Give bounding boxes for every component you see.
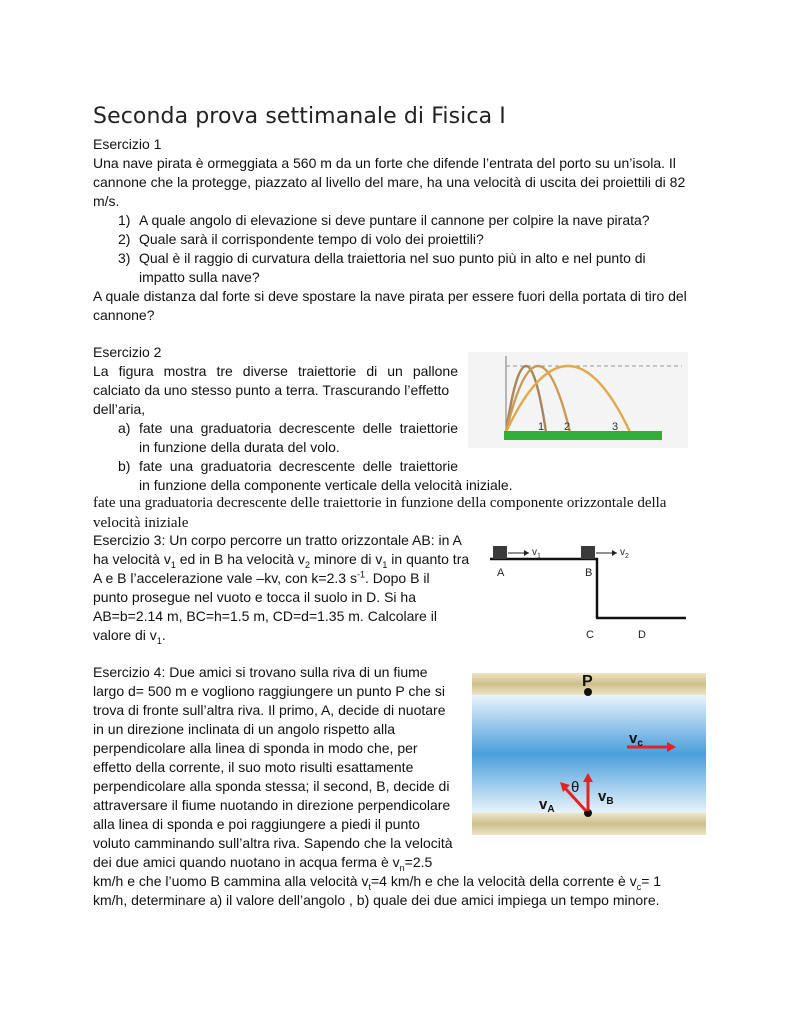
ex1-text-line3: m/s. [93,193,120,209]
point-d-label: D [638,629,646,641]
trajectory-label-2: 2 [564,421,571,433]
point-b-label: B [585,567,593,579]
ex3-text-line3: A e B l’accelerazione vale –kv, con k=2.3 $s^{-1}$. Dopo B il [93,569,430,586]
ex1-q1-number: 1) [118,212,131,228]
ex4-text-line8: attraversare il fiume nuotando in direzione perpendicolare [93,797,451,813]
ex2-c-line1: fate una graduatoria decrescente delle traiettorie in funzione della componente orizzontale della [93,495,667,511]
ex1-q3-number: 3) [118,250,131,266]
river-figure [472,668,706,836]
ex4-text-line9: alla linea di sponda e poi raggiungere a piedi il punto [93,816,420,832]
ex2-b-number: b) [118,458,131,474]
point-a-label: A [497,567,505,579]
ex2-text-line1: La figura mostra tre diverse traiettorie di un pallone [93,363,458,379]
ex1-heading: Esercizio 1 [93,136,162,152]
ex1-q3-line2: impatto sulla nave? [139,269,260,285]
ex2-a-line1: fate una graduatoria decrescente delle traiettorie [139,420,458,436]
ex2-heading: Esercizio 2 [93,344,162,360]
ex4-text-line12: km/h e che l’uomo B cammina alla velocità $v_t=4$ km/h e che la velocità della corrente è $v_c= 1$ [93,873,662,892]
ex3-text-line1: Esercizio 3: Un corpo percorre un tratto orizzontale AB: in A [93,532,462,548]
ex2-text-line3: dell’aria, [93,401,146,417]
ex1-text-line1: Una nave pirata è ormeggiata a 560 m da un forte che difende l’entrata del porto su un’isola. Il [93,155,676,171]
cliff-figure [488,538,688,646]
ex1-text-line4: A quale distanza dal forte si deve spostare la nave pirata per essere fuori della portata di tiro del [93,288,687,304]
ex3-text-line5: AB=b=2.14 m, BC=h=1.5 m, CD=d=1.35 m. Calcolare il [93,608,437,624]
point-p-label: P [582,673,593,690]
ex4-text-line1: Esercizio 4: Due amici si trovano sulla riva di un fiume [93,664,428,680]
ex2-a-line2: in funzione della durata del volo. [139,439,340,455]
ex4-text-line13: km/h, determinare a) il valore dell’angolo , b) quale dei due amici impiega un tempo minore. [93,892,660,908]
ex3-text-line4: punto prosegue nel vuoto e tocca il suolo in D. Si ha [93,589,416,605]
ex4-text-line11: dei due amici quando nuotano in acqua ferma è $v_n=2.5$ [93,854,433,873]
theta-label: θ [571,779,580,796]
ex2-a-number: a) [118,420,131,436]
trajectories-figure [468,352,688,448]
ex1-q1: A quale angolo di elevazione si deve puntare il cannone per colpire la nave pirata? [139,212,650,228]
ex4-text-line2: largo d= 500 m e vogliono raggiungere un punto P che si [93,683,445,699]
ex3-text-line2: ha velocità $v_1$ ed in B ha velocità $v_2$ minore di $v_1$ in quanto tra [93,551,470,570]
trajectory-label-1: 1 [538,421,545,433]
page-title: Seconda prova settimanale di Fisica I [93,104,506,129]
ex1-q3-line1: Qual è il raggio di curvatura della traiettoria nel suo punto più in alto e nel punto di [139,250,646,266]
ex1-q2: Quale sarà il corrispondente tempo di volo dei proiettili? [139,231,484,247]
block-b [581,546,595,559]
vb-label: $v_B$ [598,788,614,807]
ex4-text-line6: effetto della corrente, il suo moto risulti esattamente [93,759,414,775]
ex4-text-line5: perpendicolare alla linea di sponda in modo che, per [93,740,418,756]
ex2-c-line2: velocità iniziale [93,515,189,531]
ex4-text-line10: voluto camminando sull’altra riva. Sapendo che la velocità [93,835,453,851]
block-a [493,546,507,559]
ex2-b-line2: in funzione della componente verticale della velocità iniziale. [139,477,513,493]
vc-label: $v_c$ [629,730,643,749]
ex1-text-line5: cannone? [93,307,155,323]
ex2-b-line1: fate una graduatoria decrescente delle traiettorie [139,458,458,474]
point-c-label: C [586,629,594,641]
ex4-text-line3: trova di fronte sull’altra riva. Il primo, A, decide di nuotare [93,702,446,718]
v2-label: $v_2$ [620,547,629,560]
ground [504,431,662,440]
v1-label: $v_1$ [532,547,541,560]
trajectory-label-3: 3 [612,421,619,433]
ex1-text-line2: cannone che la protegge, piazzato al livello del mare, ha una velocità di uscita dei proiettili di 82 [93,174,686,190]
ex2-text-line2: calciato da uno stesso punto a terra. Trascurando l’effetto [93,382,450,398]
ex4-text-line4: in un direzione inclinata di un angolo rispetto alla [93,721,395,737]
ex4-text-line7: perpendicolare alla sponda stessa; il second, B, decide di [93,778,450,794]
va-label: $v_A$ [539,796,555,815]
ex3-text-line6: valore di $v_1$. [93,627,166,646]
ex1-q2-number: 2) [118,231,131,247]
